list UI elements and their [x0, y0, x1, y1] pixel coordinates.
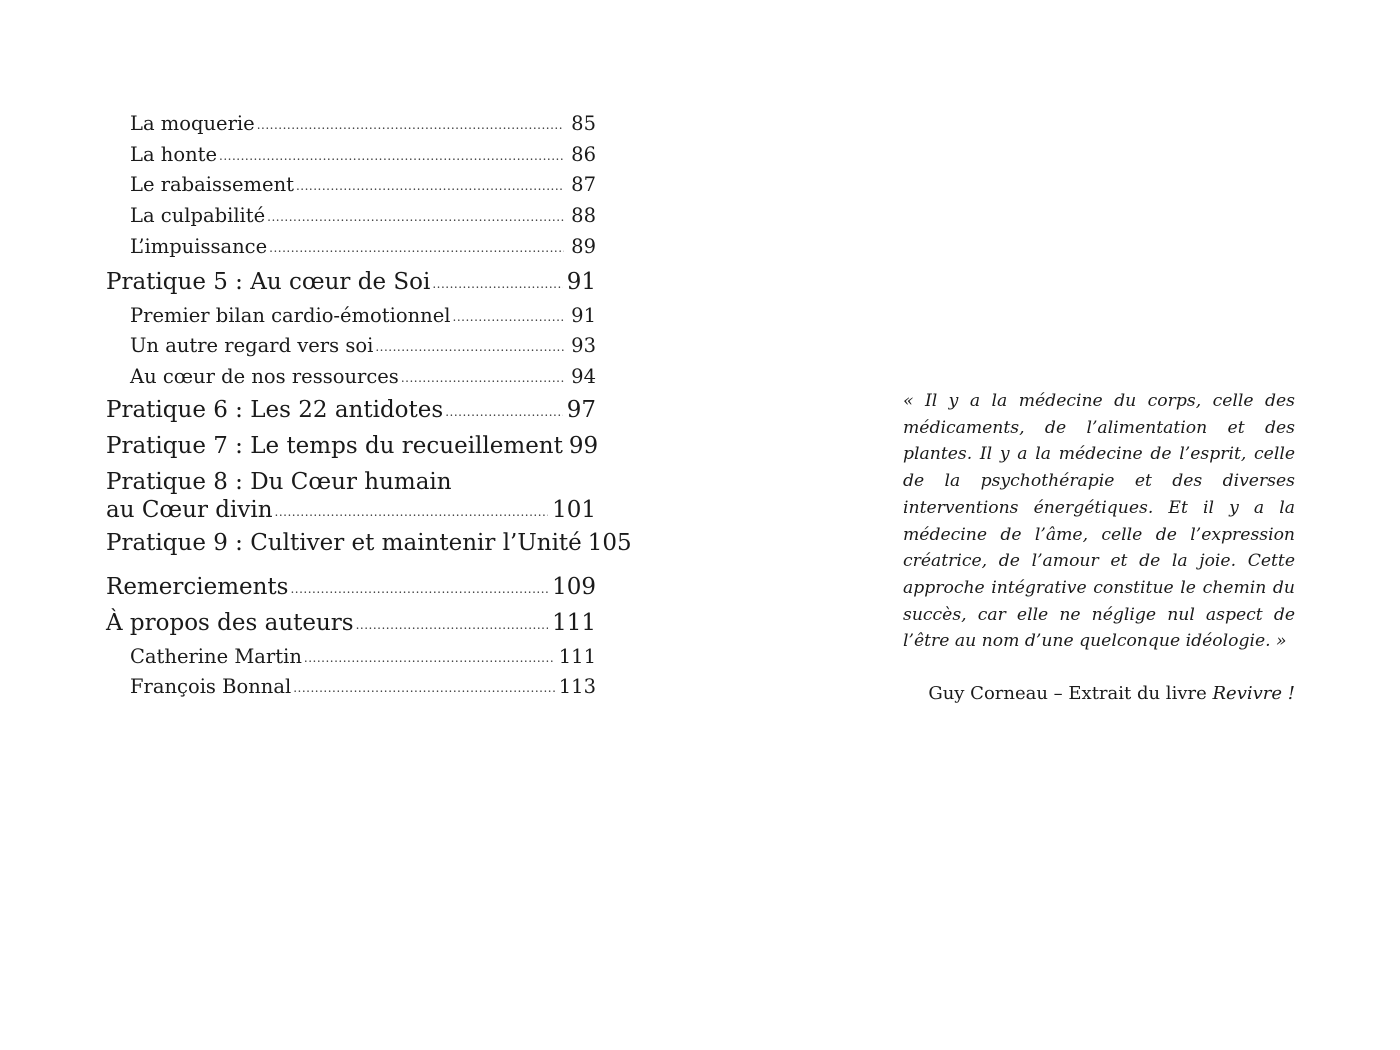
attribution-book-title: Revivre !	[1212, 683, 1295, 705]
toc-entry-autre-regard	[106, 332, 596, 363]
dot-leader	[275, 495, 549, 526]
toc-entry-label: Le rabaissement	[130, 173, 294, 197]
dot-leader	[401, 362, 564, 393]
toc-page-number: 97	[566, 396, 596, 423]
dot-leader	[269, 232, 564, 263]
dot-leader	[267, 201, 564, 232]
toc-entry-label: Un autre regard vers soi	[130, 334, 374, 358]
toc-page-number: 93	[571, 334, 596, 358]
toc-entry-francois-bonnal	[106, 673, 596, 704]
attribution-author: Guy Corneau – Extrait du livre	[928, 683, 1207, 705]
toc-entry-label: François Bonnal	[130, 675, 292, 699]
toc-page-number: 101	[552, 496, 596, 523]
toc-entry-ressources	[106, 363, 596, 394]
epigraph-quote: « Il y a la médecine du corps, celle des médicaments, de l’alimentation et des plantes. Il y a la médecine de l’esprit, celle de la psychothérapie et des diverses interventions énergétiques. Et il y a la médecine de l’âme, celle de l’expression créatrice, de l’amour et de la joie. Cette approche intégrative constitue le chemin du succès, car elle ne néglige nul aspect de l’être au nom d’une quelconque idéologie. »	[903, 391, 1295, 652]
toc-entry-label-line1: Pratique 8 : Du Cœur humain	[106, 468, 452, 495]
toc-page-number: 86	[571, 142, 596, 166]
toc-page-number: 91	[571, 303, 596, 327]
toc-entry-label: Pratique 7 : Le temps du recueillement	[106, 432, 563, 459]
toc-entry-pratique-5	[106, 266, 596, 302]
dot-leader	[375, 331, 564, 362]
toc-page-number: 111	[552, 609, 596, 636]
toc-page-number: 85	[571, 112, 596, 135]
toc-entry-moquerie	[106, 110, 596, 141]
epigraph-attribution	[903, 681, 1295, 707]
toc-page-number: 91	[566, 268, 596, 295]
toc-entry-premier-bilan	[106, 302, 596, 333]
toc-page-number: 94	[571, 364, 596, 388]
toc-entry-impuissance	[106, 233, 596, 264]
toc-entry-pratique-6	[106, 394, 596, 430]
toc-entry-label: La culpabilité	[130, 204, 266, 228]
toc-page-number: 105	[587, 529, 632, 556]
toc-entry-a-propos	[106, 607, 596, 643]
toc-entry-honte	[106, 141, 596, 172]
toc-entry-label: Pratique 9 : Cultiver et maintenir l’Unité	[106, 529, 582, 556]
dot-leader	[304, 642, 555, 673]
toc-page-number: 88	[571, 204, 596, 228]
toc-page-number: 89	[571, 234, 596, 258]
toc-entry-catherine-martin	[106, 643, 596, 674]
toc-page-number: 87	[571, 173, 596, 197]
dot-leader	[453, 301, 564, 332]
toc-page-number: 99	[568, 432, 599, 459]
dot-leader	[445, 393, 563, 429]
toc-entry-culpabilite	[106, 202, 596, 233]
toc-entry-label: Catherine Martin	[130, 644, 302, 668]
dot-leader	[219, 140, 564, 171]
dot-leader	[257, 109, 564, 140]
toc-entry-label: À propos des auteurs	[106, 609, 354, 636]
toc-entry-label: L’impuissance	[130, 234, 268, 258]
toc-entry-pratique-7	[106, 430, 599, 466]
toc-entry-pratique-8	[106, 468, 596, 527]
dot-leader	[432, 265, 562, 301]
toc-entry-label: Pratique 6 : Les 22 antidotes	[106, 396, 444, 423]
toc-entry-label: La moquerie	[130, 112, 255, 135]
toc-entry-rabaissement	[106, 171, 596, 202]
dot-leader	[296, 170, 564, 201]
toc-entry-label-line2: au Cœur divin	[106, 496, 273, 523]
toc-page-number: 111	[558, 644, 596, 668]
table-of-contents	[106, 110, 632, 704]
dot-leader	[293, 672, 555, 703]
dot-leader	[356, 606, 548, 642]
toc-entry-label: La honte	[130, 142, 218, 166]
toc-entry-label: Premier bilan cardio-émotionnel	[130, 303, 451, 327]
toc-entry-label: Remerciements	[106, 573, 289, 600]
toc-entry-label: Au cœur de nos ressources	[130, 364, 399, 388]
dot-leader	[290, 570, 548, 606]
toc-page-number: 113	[558, 675, 596, 699]
toc-entry-remerciements	[106, 571, 596, 607]
toc-page-number: 109	[552, 573, 596, 600]
toc-entry-pratique-9	[106, 527, 632, 563]
toc-entry-label: Pratique 5 : Au cœur de Soi	[106, 268, 431, 295]
epigraph	[903, 388, 1295, 707]
